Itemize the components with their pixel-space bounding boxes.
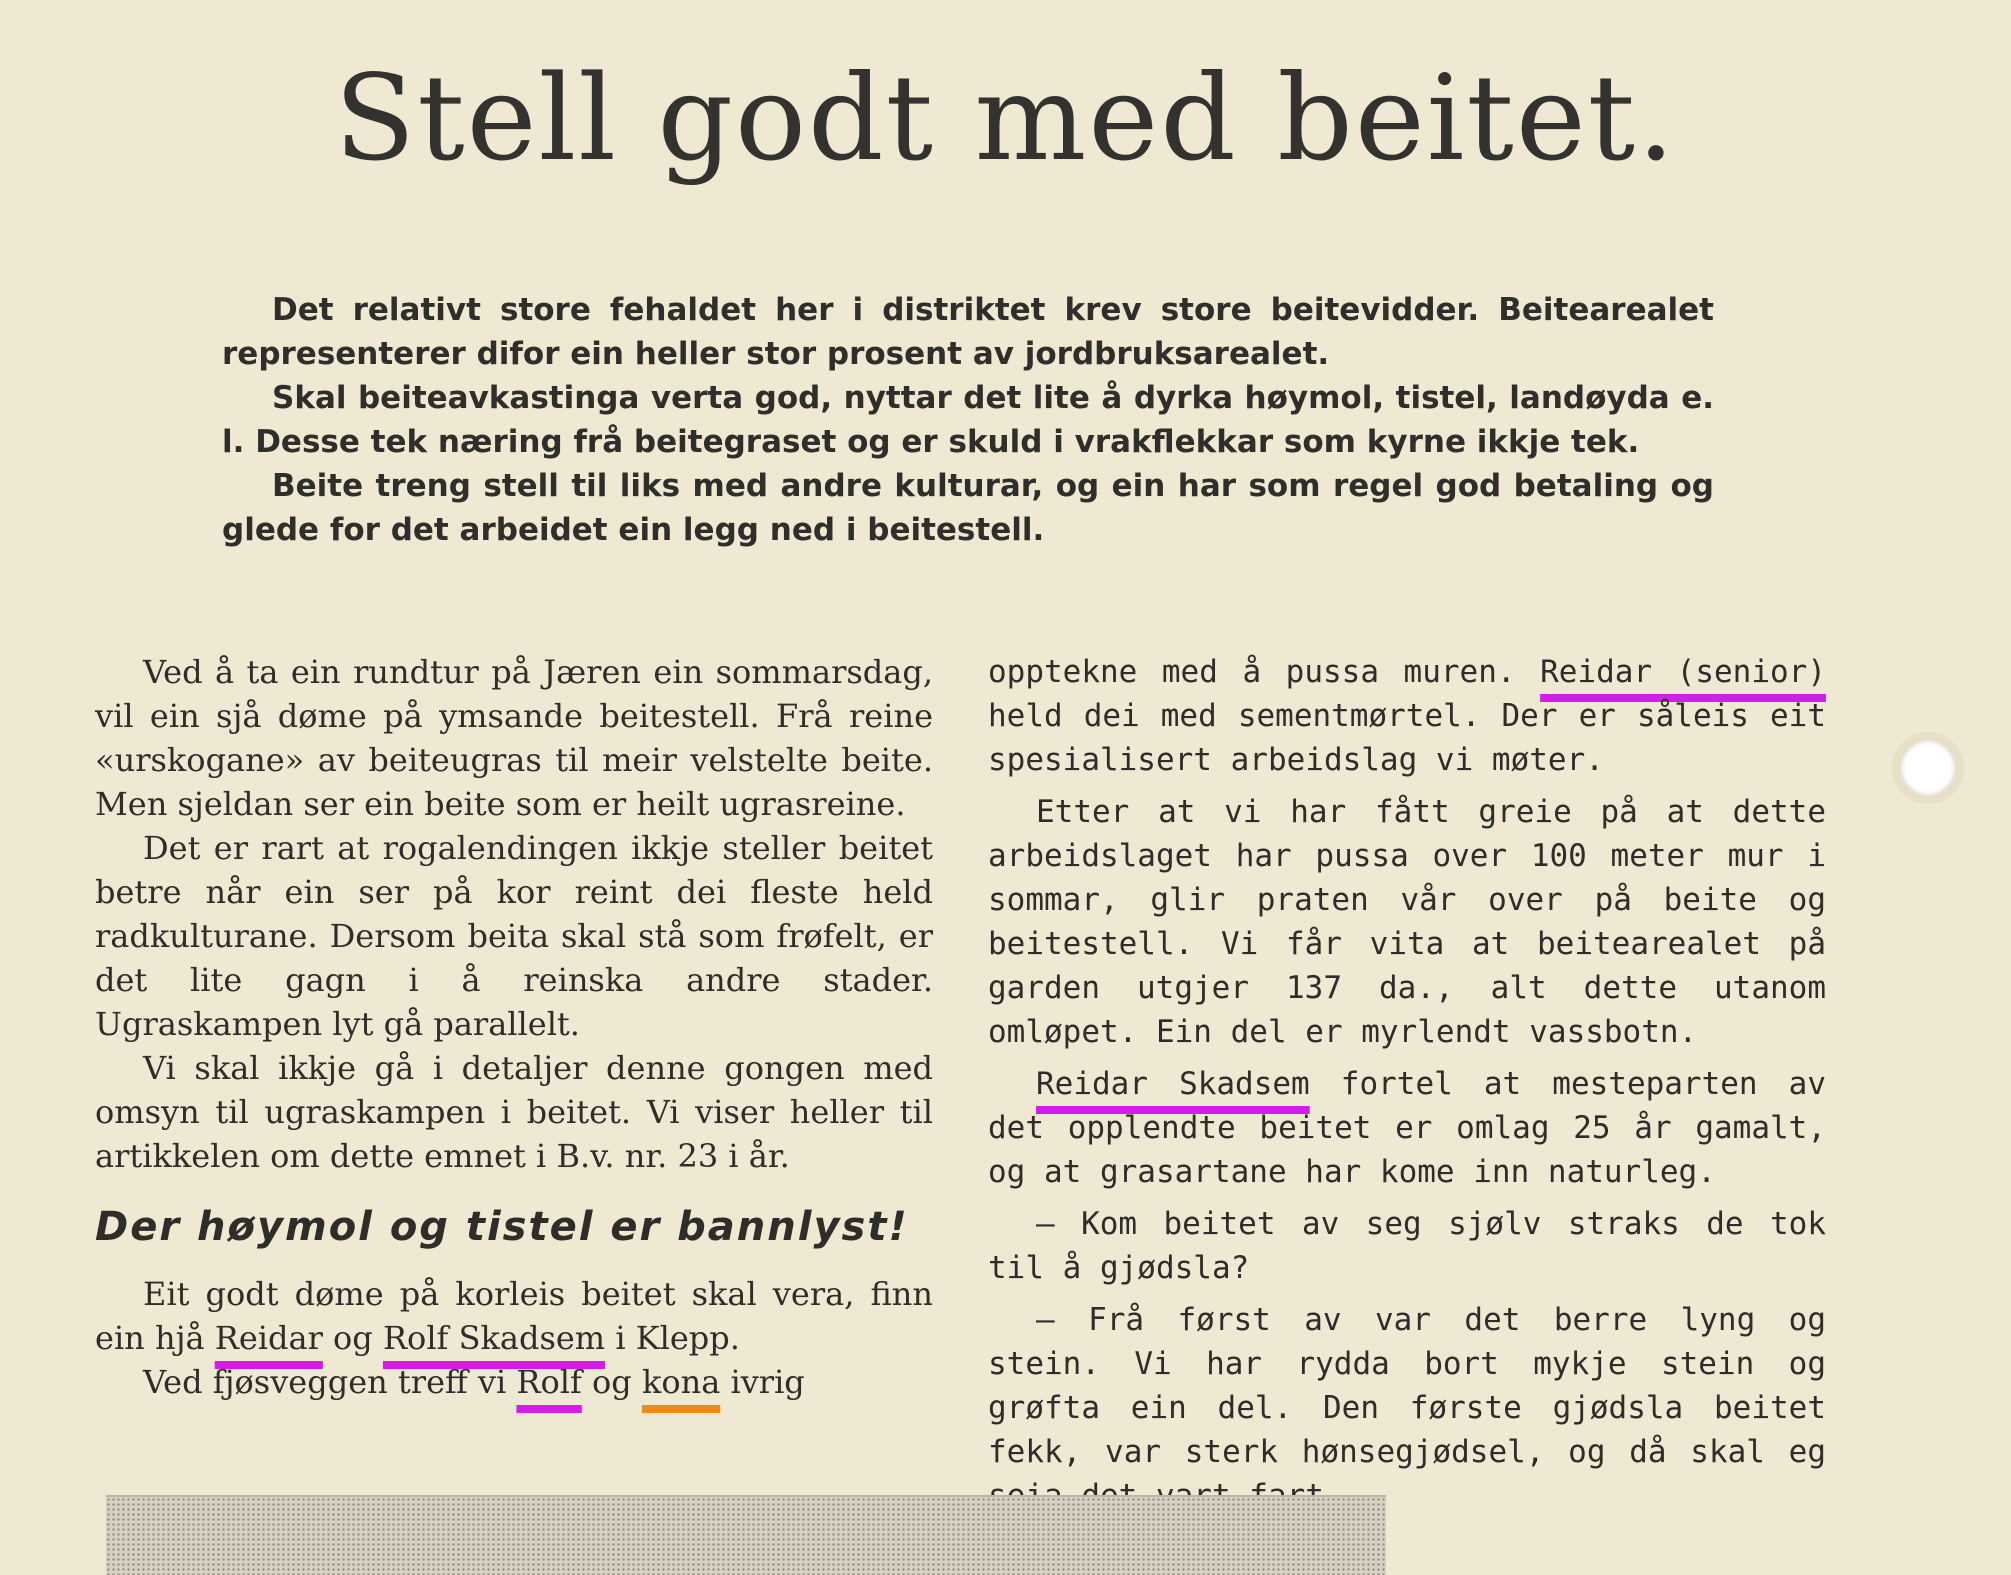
body-paragraph: Ved å ta ein rundtur på Jæren ein sommarsdag, vil ein sjå døme på ymsande beitestell. Frå reine «urskogane» av beiteugras til meir velstelte beite. Men sjeldan ser ein beite som er heilt ugrasreine. [95, 653, 933, 823]
right-column [988, 650, 1826, 1518]
body-paragraph: Vi skal ikkje gå i detaljer denne gongen med omsyn til ugraskampen i beitet. Vi viser heller til artikkelen om dette emnet i B.v. nr. 23 i år. [95, 1049, 933, 1175]
text-run: Ved fjøsveggen treff vi [143, 1363, 517, 1401]
body-paragraph: Det er rart at rogalendingen ikkje steller beitet betre når ein ser på kor reint dei fleste held radkulturane. Dersom beita skal stå som frøfelt, er det lite gagn i å reinska andre stader. Ugraskampen lyt gå parallelt. [95, 829, 933, 1043]
text-run: i Klepp. [605, 1319, 740, 1357]
body-paragraph: Etter at vi har fått greie på at dette arbeidslaget har pussa over 100 meter mur i sommar, glir praten vår over på beite og beitestell. Vi får vita at beitearealet på garden utgjer 137 da., alt dette utanom omløpet. Ein del er myrlendt vassbotn. [988, 794, 1826, 1050]
text-run: held dei med sementmørtel. Der er såleis eit spesialisert arbeidslag vi møter. [988, 698, 1826, 778]
underlined-name-reidar-senior: Reidar (senior) [1540, 654, 1826, 690]
body-paragraph [988, 1062, 1826, 1194]
lead-paragraph: Skal beiteavkastinga verta god, nyttar det lite å dyrka høymol, tistel, landøyda e. l. Desse tek næring frå beitegraset og er skuld i vrakflekkar som kyrne ikkje tek. [222, 380, 1714, 460]
body-paragraph [95, 1272, 933, 1360]
lead-paragraph-block [222, 288, 1714, 552]
text-run: ivrig [720, 1363, 805, 1401]
underlined-name-reidar: Reidar [214, 1319, 323, 1357]
underlined-name-reidar-skadsem: Reidar Skadsem [1036, 1066, 1310, 1102]
text-run: Eit godt døme på korleis beitet skal vera, finn ein hjå [95, 1275, 933, 1357]
text-run: og [322, 1319, 383, 1357]
text-run: og [581, 1363, 642, 1401]
lead-paragraph: Det relativt store fehaldet her i distriktet krev store beitevidder. Beitearealet representerer difor ein heller stor prosent av jordbruksarealet. [222, 292, 1714, 372]
text-run: fortel at mesteparten av det opplendte beitet er omlag 25 år gamalt, og at grasartane har kome inn naturleg. [988, 1066, 1826, 1190]
body-paragraph [988, 650, 1826, 782]
body-paragraph [95, 1360, 933, 1404]
underlined-name-rolf: Rolf [516, 1363, 582, 1401]
body-paragraph: — Frå først av var det berre lyng og stein. Vi har rydda bort mykje stein og grøfta ein del. Den første gjødsla beitet fekk, var sterk hønsegjødsel, og då skal eg [988, 1302, 1826, 1470]
headline: Stell godt med beitet. [334, 49, 1677, 187]
lead-paragraph: Beite treng stell til liks med andre kulturar, og ein har som regel god betaling og glede for det arbeidet ein legg ned i beitestell. [222, 468, 1714, 548]
body-paragraph: — Kom beitet av seg sjølv straks de tok til å gjødsla? [988, 1206, 1826, 1286]
left-column [95, 650, 933, 1404]
text-run: opptekne med å pussa muren. [988, 654, 1541, 690]
underlined-name-rolf-skadsem: Rolf Skadsem [382, 1319, 606, 1357]
subheading: Der høymol og tistel er bannlyst! [95, 1204, 909, 1250]
punch-hole [1900, 740, 1956, 796]
underlined-word-kona: kona [641, 1363, 721, 1401]
halftone-photo-edge [106, 1495, 1386, 1575]
